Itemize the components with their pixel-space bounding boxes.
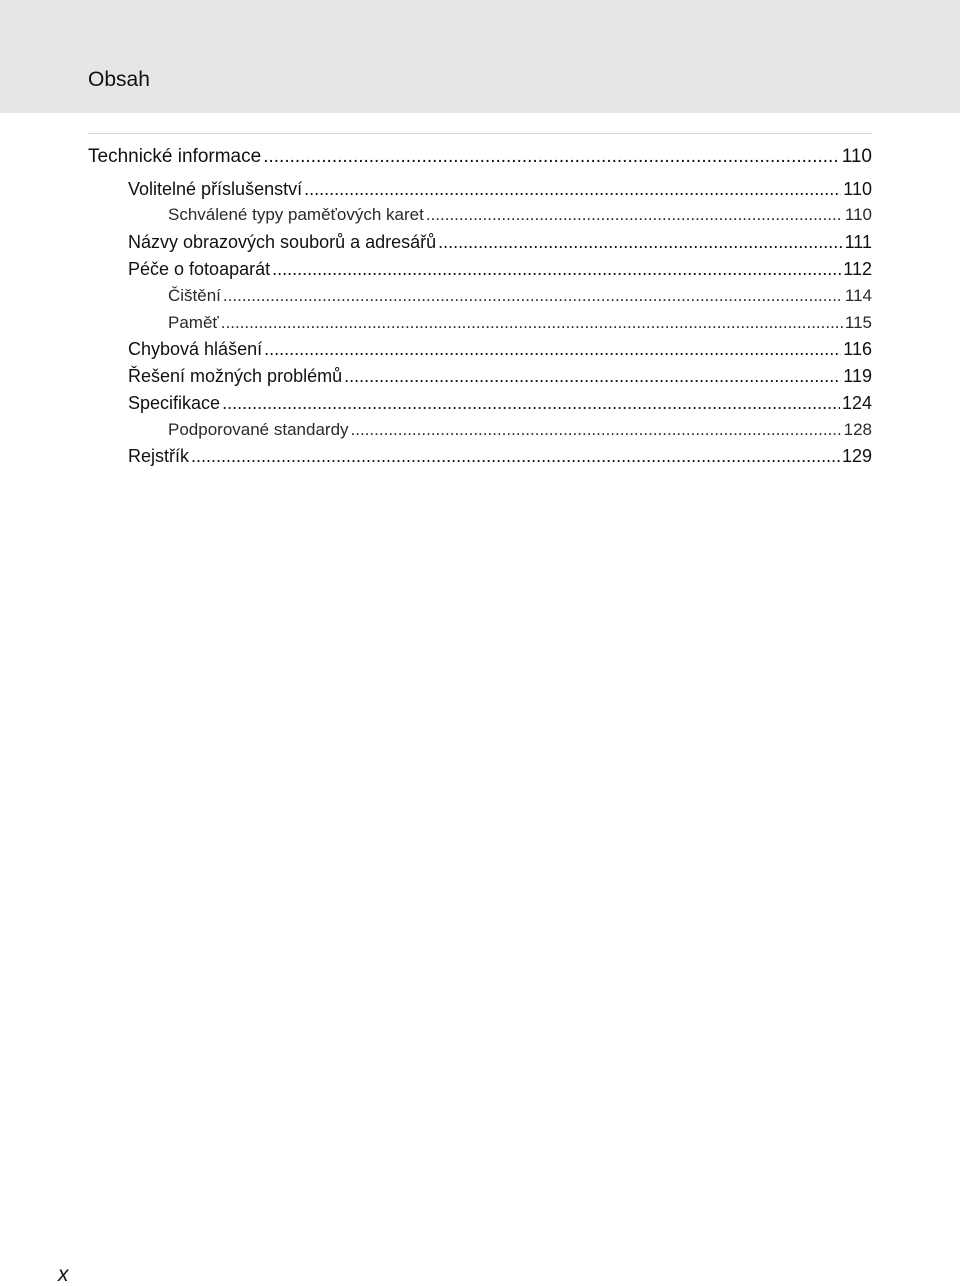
toc-entry-page: 111 [844,232,872,252]
toc-entry-label: Řešení možných problémů [128,366,343,386]
toc-entry-label: Rejstřík [128,446,190,466]
toc-entry-volitelne-prislusenstvi[interactable] [128,177,872,201]
header-band [0,0,960,113]
toc-entry-label: Podporované standardy [168,420,349,439]
toc-entry-schvalene-typy-pametovych-karet[interactable] [168,203,872,227]
toc-entry-nazvy-obrazovych-souboru[interactable] [128,230,872,254]
toc-entry-specifikace[interactable] [128,391,872,415]
toc-entry-cisteni[interactable] [168,284,872,308]
toc-entry-page: 110 [844,205,872,224]
dot-leader [263,145,840,169]
toc-entry-label: Schválené typy paměťových karet [168,205,424,224]
page-number: x [58,1263,69,1286]
toc-entry-technicke-informace[interactable] [88,145,872,169]
toc-entry-label: Technické informace [88,146,262,167]
toc-entry-label: Názvy obrazových souborů a adresářů [128,232,437,252]
toc-entry-chybova-hlaseni[interactable] [128,337,872,361]
toc-entry-page: 115 [844,313,872,332]
toc-entry-page: 129 [841,446,872,466]
toc-entry-pamet[interactable] [168,311,872,335]
dot-leader [264,337,841,361]
toc-entry-podporovane-standardy[interactable] [168,418,872,442]
toc-entry-reseni-moznych-problemu[interactable] [128,364,872,388]
toc-entry-label: Volitelné příslušenství [128,179,303,199]
toc-entry-page: 114 [844,286,872,305]
toc-entry-page: 110 [843,179,872,199]
toc-entry-label: Péče o fotoaparát [128,259,271,279]
dot-leader [223,284,843,308]
dot-leader [351,418,842,442]
toc-entry-page: 112 [843,259,872,279]
toc-entry-rejstrik[interactable] [128,444,872,468]
toc-entry-page: 124 [841,393,872,413]
dot-leader [426,203,843,227]
dot-leader [191,444,840,468]
dot-leader [272,257,841,281]
dot-leader [304,177,841,201]
toc-entry-page: 110 [841,146,872,167]
toc-entry-label: Paměť [168,313,219,332]
dot-leader [222,391,840,415]
dot-leader [438,230,842,254]
dot-leader [221,311,843,335]
toc-entry-page: 116 [843,339,872,359]
header-divider [88,133,872,134]
toc-entry-page: 119 [843,366,872,386]
toc-entry-page: 128 [843,420,872,439]
toc-entry-label: Chybová hlášení [128,339,263,359]
page-title: Obsah [88,68,150,91]
toc-entry-label: Specifikace [128,393,221,413]
toc-entry-pece-o-fotoaparat[interactable] [128,257,872,281]
toc-entry-label: Čištění [168,286,221,305]
dot-leader [344,364,841,388]
